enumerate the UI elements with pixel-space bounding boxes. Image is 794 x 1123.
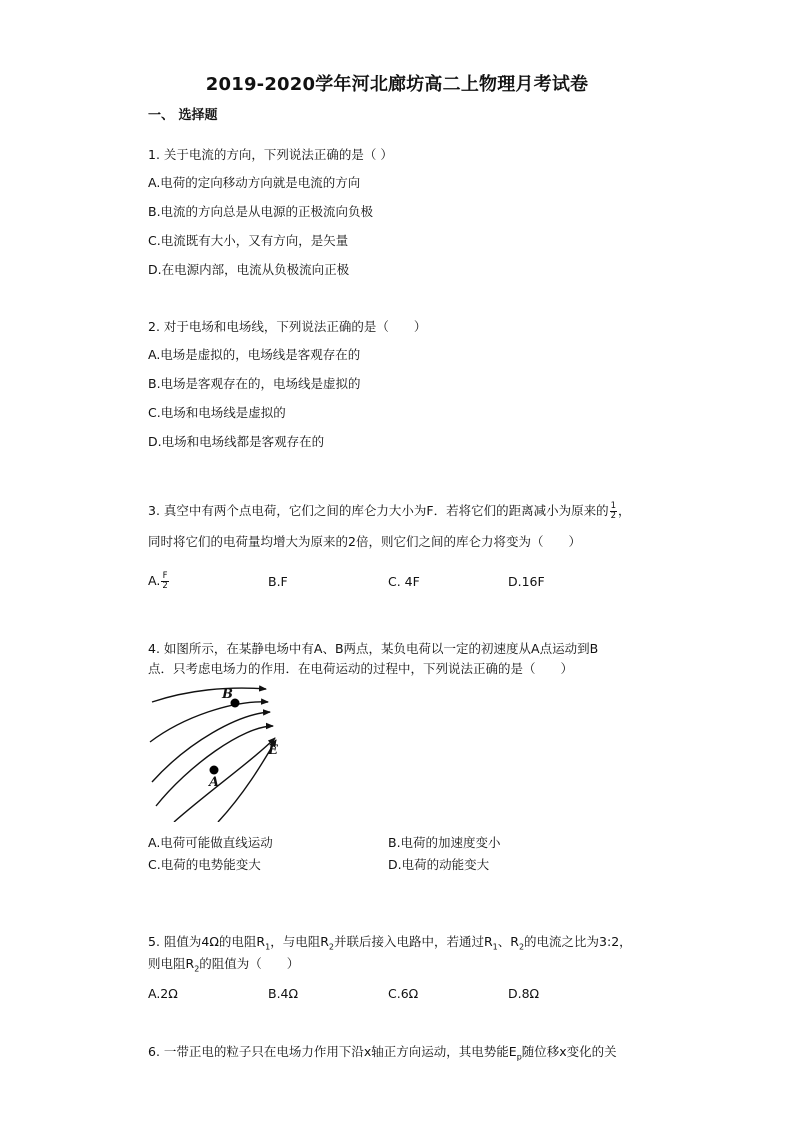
q3-option-a-fraction (161, 572, 168, 591)
field-line-1 (152, 688, 266, 702)
q5-option-a: A.2Ω (148, 986, 178, 1001)
q1-option-a: A.电荷的定向移动方向就是电流的方向 (148, 175, 361, 190)
q5-text-5: 的电流之比为3:2， (524, 934, 632, 949)
q6-text-2: 随位移x变化的关 (521, 1044, 617, 1059)
q5-text-6: 则电阻R (148, 956, 195, 971)
q5-option-c: C.6Ω (388, 986, 419, 1001)
q5-text-3: 并联后接入电路中，若通过R (333, 934, 493, 949)
q2-option-d: D.电场和电场线都是客观存在的 (148, 434, 325, 449)
field-line-2 (150, 702, 268, 742)
q5-text-7: 的阻值为（ ） (199, 956, 300, 971)
q4-stem-line1: 4. 如图所示，在某静电场中有A、B两点，某负电荷以一定的初速度从A点运动到B (148, 641, 599, 656)
q3-option-c: C. 4F (388, 574, 420, 589)
point-a-charge (210, 766, 219, 775)
q2-option-b: B.电场是客观存在的，电场线是虚拟的 (148, 376, 361, 391)
q1-option-d: D.在电源内部，电流从负极流向正极 (148, 262, 350, 277)
q3-option-a (148, 572, 170, 591)
q4-option-d: D.电荷的动能变大 (388, 857, 490, 872)
q2-stem: 2. 对于电场和电场线，下列说法正确的是（ ） (148, 319, 427, 334)
q1-stem: 1. 关于电流的方向，下列说法正确的是（ ） (148, 147, 393, 162)
q5-stem-line2 (148, 955, 299, 979)
q5-stem-line1 (148, 933, 632, 957)
q3-option-a-prefix: A. (148, 573, 161, 588)
q5-sub-4: 2 (518, 942, 525, 952)
electric-field-figure (148, 682, 288, 822)
q5-sub-1: 1 (265, 942, 271, 952)
q4-option-a: A.电荷可能做直线运动 (148, 835, 273, 850)
q1-option-c: C.电流既有大小，又有方向，是矢量 (148, 233, 349, 248)
q3-option-a-numerator: F (162, 571, 168, 581)
q1-option-b: B.电流的方向总是从电源的正极流向负极 (148, 204, 374, 219)
section-heading: 一、 选择题 (148, 108, 218, 123)
q5-text-2: ，与电阻R (270, 934, 329, 949)
q6-stem (148, 1043, 617, 1067)
q5-text-4: 、R (497, 934, 519, 949)
q5-option-d: D.8Ω (508, 986, 540, 1001)
q3-option-b: B.F (268, 574, 288, 589)
q3-fraction-denominator: 2 (610, 511, 617, 521)
q4-option-b: B.电荷的加速度变小 (388, 835, 501, 850)
q6-text-1: 6. 一带正电的粒子只在电场力作用下沿x轴正方向运动，其电势能E (148, 1044, 517, 1059)
point-b-label: B (222, 687, 233, 702)
q4-option-c: C.电荷的电势能变大 (148, 857, 261, 872)
field-e-label: E (268, 743, 278, 758)
q3-fraction (610, 502, 617, 521)
point-a-label: A (209, 775, 220, 790)
q3-stem-end: ， (618, 503, 631, 518)
q4-stem-line2: 点．只考虑电场力的作用．在电荷运动的过程中，下列说法正确的是（ ） (148, 661, 574, 676)
q5-option-b: B.4Ω (268, 986, 299, 1001)
q3-fraction-numerator: 1 (610, 501, 617, 511)
q3-stem-line2: 同时将它们的电荷量均增大为原来的2倍，则它们之间的库仑力将变为（ ） (148, 534, 581, 549)
q5-text-1: 5. 阻值为4Ω的电阻R (148, 934, 266, 949)
q5-sub-2: 2 (328, 942, 334, 952)
q2-option-a: A.电场是虚拟的，电场线是客观存在的 (148, 347, 361, 362)
page-title: 2019-2020学年河北廊坊高二上物理月考试卷 (205, 74, 589, 95)
q3-stem-line1 (148, 502, 631, 521)
q3-stem-text: 3. 真空中有两个点电荷，它们之间的库仑力大小为F．若将它们的距离减小为原来的 (148, 503, 609, 518)
q5-sub-5: 2 (194, 964, 200, 974)
q6-sub: p (516, 1052, 522, 1062)
q3-option-a-denominator: 2 (162, 581, 168, 591)
q5-sub-3: 1 (492, 942, 498, 952)
q2-option-c: C.电场和电场线是虚拟的 (148, 405, 286, 420)
field-line-5 (174, 738, 275, 822)
q3-option-d: D.16F (508, 574, 545, 589)
